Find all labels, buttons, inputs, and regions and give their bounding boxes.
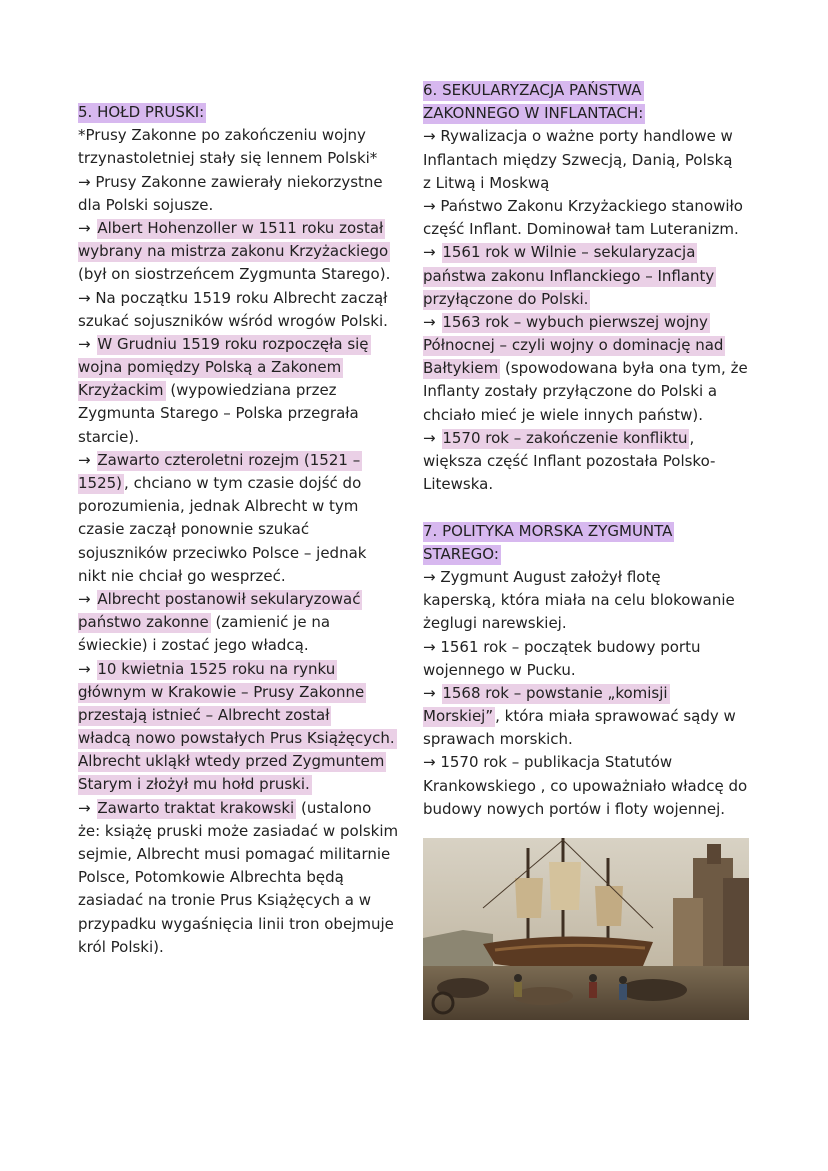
text-line xyxy=(78,124,408,147)
text: → xyxy=(78,334,96,353)
highlighted-text: 1568 rok – powstanie „komisji xyxy=(442,683,668,702)
text-line xyxy=(78,310,408,333)
ship-harbor-painting xyxy=(423,838,749,1020)
highlighted-text: państwo zakonne xyxy=(78,613,209,632)
highlighted-text: Północnej – czyli wojny o dominację nad xyxy=(423,336,724,355)
text: część Inflant. Dominował tam Luteranizm. xyxy=(423,220,739,239)
text-line xyxy=(423,473,753,496)
text-line xyxy=(78,495,408,518)
text-line xyxy=(423,195,753,218)
heading-text: 5. HOŁD PRUSKI: xyxy=(78,103,205,121)
note-item xyxy=(78,124,408,170)
text-line xyxy=(423,636,753,659)
text: przypadku wygaśnięcia linii tron obejmuje xyxy=(78,914,394,933)
highlighted-text: W Grudniu 1519 roku rozpoczęła się xyxy=(97,334,369,353)
text-line xyxy=(78,171,408,194)
highlighted-text: przyłączone do Polski. xyxy=(423,289,589,308)
text: → 1561 rok – początek budowy portu xyxy=(423,637,701,656)
text: świeckie) i zostać jego władcą. xyxy=(78,636,309,655)
highlighted-text: wybrany na mistrza zakonu Krzyżackiego xyxy=(78,242,389,261)
highlighted-text: Albrecht ukląkł wtedy przed Zygmuntem xyxy=(78,752,385,771)
text-line xyxy=(423,357,753,380)
text-line xyxy=(78,588,408,611)
text-line xyxy=(78,913,408,936)
highlighted-text: wojna pomiędzy Polską a Zakonem xyxy=(78,358,342,377)
section-body-sekularyzacja xyxy=(423,125,753,496)
text: budowy nowych portów i floty wojennej. xyxy=(423,799,726,818)
text: → xyxy=(423,312,441,331)
text: szukać sojuszników wśród wrogów Polski. xyxy=(78,311,388,330)
heading-line xyxy=(423,79,753,102)
text: → Państwo Zakonu Krzyżackiego stanowiło xyxy=(423,196,743,215)
text: porozumienia, jednak Albrecht w tym xyxy=(78,497,359,516)
text-line xyxy=(78,240,408,263)
text: → xyxy=(78,218,96,237)
painting-image xyxy=(423,838,749,1020)
text: sejmie, Albrecht musi pomagać militarnie xyxy=(78,845,391,863)
heading-text: ZAKONNEGO W INFLANTACH: xyxy=(423,104,644,123)
text-line xyxy=(78,681,408,704)
right-column xyxy=(423,79,753,821)
text-line xyxy=(423,125,753,148)
note-item xyxy=(423,311,753,427)
text: zasiadać na tronie Prus Książęcych a w xyxy=(78,891,372,910)
text-line xyxy=(78,472,408,495)
text: (wypowiedziana przez xyxy=(165,381,337,400)
text: → Zygmunt August założył flotę xyxy=(423,567,661,586)
text-line xyxy=(78,565,408,588)
text: , xyxy=(689,428,695,447)
note-item xyxy=(423,195,753,241)
text: , która miała sprawować sądy w xyxy=(495,707,736,726)
highlighted-text: 1570 rok – zakończenie konfliktu xyxy=(442,428,688,447)
text-line xyxy=(423,288,753,311)
text-line xyxy=(78,356,408,379)
text-line xyxy=(423,775,753,798)
highlighted-text: 1561 rok w Wilnie – sekularyzacja xyxy=(442,243,696,262)
text: Inflanty zostały przyłączone do Polski a xyxy=(423,382,718,401)
text: wojennego w Pucku. xyxy=(423,660,576,679)
text-line xyxy=(78,773,408,796)
heading-line xyxy=(423,543,753,566)
text: (ustalono xyxy=(296,798,372,817)
note-item xyxy=(78,171,408,217)
text-line xyxy=(78,797,408,820)
text-line xyxy=(78,704,408,727)
text: → Prusy Zakonne zawierały niekorzystne xyxy=(78,172,383,191)
text: (zamienić je na xyxy=(210,613,331,632)
text-line xyxy=(423,218,753,241)
text: starcie). xyxy=(78,427,139,446)
text-line xyxy=(423,612,753,635)
highlighted-text: 10 kwietnia 1525 roku na rynku xyxy=(97,659,336,678)
text: → xyxy=(423,243,441,262)
highlighted-text: 1563 rok – wybuch pierwszej wojny xyxy=(442,312,708,331)
text-line xyxy=(78,611,408,634)
text-line xyxy=(423,659,753,682)
text-line xyxy=(423,798,753,821)
section-body-polityka-morska xyxy=(423,566,753,821)
text: większa część Inflant pozostała Polsko- xyxy=(423,452,716,470)
text-line xyxy=(78,866,408,889)
text-line xyxy=(78,820,408,843)
text-line xyxy=(423,380,753,403)
heading-line xyxy=(423,520,753,543)
highlighted-text: głównym w Krakowie – Prusy Zakonne xyxy=(78,682,365,701)
text-line xyxy=(78,542,408,565)
text-line xyxy=(78,217,408,240)
text-line xyxy=(78,263,408,286)
text: Inflantach między Szwecją, Danią, Polską xyxy=(423,150,733,169)
heading-line xyxy=(78,101,408,124)
section-body-hold-pruski xyxy=(78,124,408,959)
note-item xyxy=(423,751,753,821)
text-line xyxy=(78,287,408,310)
text: → xyxy=(78,798,96,817)
text-line xyxy=(423,751,753,774)
text-line xyxy=(423,682,753,705)
section-heading-hold-pruski xyxy=(78,101,408,124)
text: → xyxy=(78,589,96,608)
text: dla Polski sojusze. xyxy=(78,195,214,214)
note-item xyxy=(78,588,408,658)
heading-text: STAREGO: xyxy=(423,544,499,563)
text-line xyxy=(423,265,753,288)
text: czasie zaczął ponownie szukać xyxy=(78,520,310,539)
text-line xyxy=(423,450,753,473)
text: żeglugi narewskiej. xyxy=(423,614,567,633)
text-line xyxy=(423,427,753,450)
note-item xyxy=(78,287,408,333)
text-line xyxy=(78,402,408,425)
text: , chciano w tym czasie dojść do xyxy=(124,474,362,492)
text-line xyxy=(78,889,408,912)
highlighted-text: Morskiej” xyxy=(423,707,494,726)
highlighted-text: Zawarto czteroletni rozejm (1521 – xyxy=(97,450,361,469)
text: Krankowskiego , co upoważniało władcę do xyxy=(423,776,748,795)
section-heading-polityka-morska xyxy=(423,520,753,566)
text: sojuszników przeciwko Polsce – jednak xyxy=(78,543,367,562)
text: nikt nie chciał go wesprzeć. xyxy=(78,566,286,585)
note-item xyxy=(423,636,753,682)
text: Zygmunta Starego – Polska przegrała xyxy=(78,404,359,423)
text: Litewska. xyxy=(423,475,494,494)
text-line xyxy=(423,589,753,612)
text-line xyxy=(78,147,408,170)
text: *Prusy Zakonne po zakończeniu wojny xyxy=(78,126,366,145)
note-item xyxy=(78,217,408,287)
text: → xyxy=(78,659,96,678)
text: → xyxy=(423,428,441,447)
note-item xyxy=(423,125,753,195)
text: → 1570 rok – publikacja Statutów xyxy=(423,753,673,772)
text-line xyxy=(423,705,753,728)
note-item xyxy=(423,566,753,636)
text: (spowodowana była ona tym, że xyxy=(500,359,748,378)
text: kaperską, która miała na celu blokowanie xyxy=(423,591,735,610)
text: → xyxy=(423,683,441,702)
text-line xyxy=(78,936,408,959)
highlighted-text: Albert Hohenzoller w 1511 roku został xyxy=(97,218,384,237)
text: → Na początku 1519 roku Albrecht zaczął xyxy=(78,288,388,307)
highlighted-text: Zawarto traktat krakowski xyxy=(97,798,295,817)
left-column xyxy=(78,101,408,959)
text-line xyxy=(78,449,408,472)
text: trzynastoletniej stały się lennem Polski* xyxy=(78,149,378,168)
text-line xyxy=(423,334,753,357)
note-item xyxy=(423,682,753,752)
heading-text: 6. SEKULARYZACJA PAŃSTWA xyxy=(423,81,642,99)
text: → Rywalizacja o ważne porty handlowe w xyxy=(423,127,733,146)
text: chciało mieć je wiele innych państw). xyxy=(423,405,703,424)
note-item xyxy=(78,333,408,449)
highlighted-text: 1525) xyxy=(78,474,123,492)
text-line xyxy=(78,634,408,657)
text-line xyxy=(423,241,753,264)
note-item xyxy=(423,241,753,311)
text: król Polski). xyxy=(78,937,164,956)
section-heading-sekularyzacja xyxy=(423,79,753,125)
text-line xyxy=(423,566,753,589)
text: → xyxy=(78,450,96,469)
text: że: książę pruski może zasiadać w polskim xyxy=(78,821,399,840)
text-line xyxy=(78,426,408,449)
text-line xyxy=(78,333,408,356)
heading-line xyxy=(423,102,753,125)
text-line xyxy=(423,404,753,427)
highlighted-text: Krzyżackim xyxy=(78,381,164,400)
note-item xyxy=(423,427,753,497)
text-line xyxy=(423,728,753,751)
highlighted-text: władcą nowo powstałych Prus Książęcych. xyxy=(78,729,395,748)
note-item xyxy=(78,658,408,797)
text-line xyxy=(78,518,408,541)
heading-text: 7. POLITYKA MORSKA ZYGMUNTA xyxy=(423,521,673,540)
note-item xyxy=(78,797,408,959)
highlighted-text: przestają istnieć – Albrecht został xyxy=(78,705,330,724)
text-line xyxy=(78,194,408,217)
text-line xyxy=(423,311,753,334)
text: Polsce, Potomkowie Albrechta będą xyxy=(78,868,344,887)
text: (był on siostrzeńcem Zygmunta Starego). xyxy=(78,265,391,284)
text-line xyxy=(78,750,408,773)
note-item xyxy=(78,449,408,588)
highlighted-text: Bałtykiem xyxy=(423,359,499,378)
highlighted-text: Albrecht postanowił sekularyzować xyxy=(97,589,361,608)
text-line xyxy=(423,149,753,172)
text: sprawach morskich. xyxy=(423,730,573,749)
text: z Litwą i Moskwą xyxy=(423,173,550,192)
text-line xyxy=(78,658,408,681)
text-line xyxy=(78,727,408,750)
text-line xyxy=(78,379,408,402)
highlighted-text: Starym i złożył mu hołd pruski. xyxy=(78,775,310,794)
text-line xyxy=(78,843,408,866)
text-line xyxy=(423,172,753,195)
highlighted-text: państwa zakonu Inflanckiego – Inflanty xyxy=(423,266,715,285)
